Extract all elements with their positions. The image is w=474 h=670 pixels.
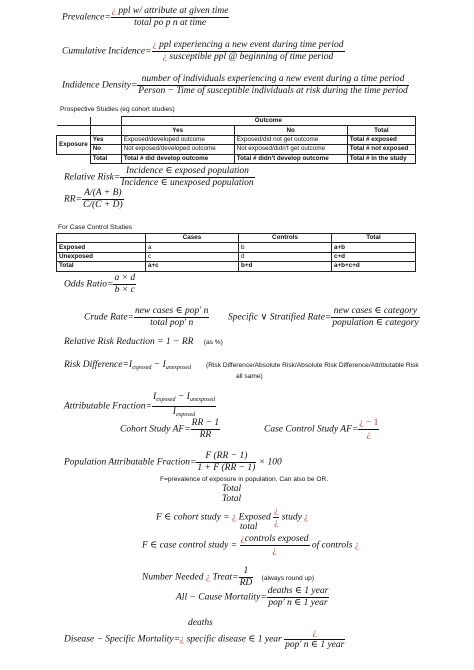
table-cell: Total # exposed xyxy=(347,135,415,144)
odds-ratio-denominator: b × c xyxy=(114,285,135,295)
table-cell: a xyxy=(146,243,239,252)
empty-cell xyxy=(57,126,91,135)
col-cases-header: Cases xyxy=(146,234,239,243)
col-yes-header: Yes xyxy=(121,126,234,135)
cohort-af-numerator: RR − 1 xyxy=(191,418,220,428)
equals-sign: = xyxy=(107,279,114,290)
equals-sign: = xyxy=(130,80,138,91)
relative-risk-denominator: Incidence ∈ unexposed population xyxy=(121,178,254,188)
table-cell: b+d xyxy=(239,262,332,271)
dsm-formula xyxy=(64,628,345,651)
empty-cell xyxy=(90,117,121,126)
equals-sign: = xyxy=(184,424,191,435)
f-cohort-top-2: Total xyxy=(222,494,242,504)
exposure-label: Exposure xyxy=(57,135,91,154)
row-label: Yes xyxy=(90,135,121,144)
unknown-glyph: ¿ xyxy=(274,518,279,528)
incidence-symbol: I xyxy=(186,392,190,402)
table-row xyxy=(57,262,416,271)
subscript-unexposed: unexposed xyxy=(189,397,216,403)
prospective-heading: Prospective Studies (eg cohort studies) xyxy=(60,106,175,113)
f-cohort-formula xyxy=(156,506,308,529)
relative-risk-label: Relative Risk xyxy=(64,172,114,183)
table-row xyxy=(57,252,416,261)
empty-cell xyxy=(57,154,91,163)
prevalence-fraction xyxy=(111,6,230,29)
col-no-header: No xyxy=(234,126,347,135)
subscript-exposed: exposed xyxy=(175,412,196,418)
specific-rate-denominator: population ∈ category xyxy=(332,318,419,328)
cc-af-denominator: ¿ xyxy=(366,430,371,440)
equals-sign: = xyxy=(324,312,332,323)
incidence-density-formula xyxy=(62,74,409,97)
nnt-denominator: RD xyxy=(239,578,253,588)
table-row xyxy=(57,145,416,154)
col-total-header: Total xyxy=(332,234,416,243)
unknown-glyph: ¿ xyxy=(274,506,279,516)
table-cell: a+b+c+d xyxy=(332,262,416,271)
outcome-header: Outcome xyxy=(121,117,415,126)
paf-label: Population Attributable Fraction xyxy=(64,457,190,468)
cohort-af-fraction xyxy=(191,418,221,441)
casecontrol-table xyxy=(56,233,416,272)
table-cell: b xyxy=(239,243,332,252)
f-cc-fraction xyxy=(240,534,310,557)
acm-denominator: pop' n ∈ 1 year xyxy=(268,598,328,608)
unknown-glyph: ¿ xyxy=(162,52,167,62)
table-cell: a+b xyxy=(332,243,416,252)
equals-sign: = xyxy=(260,592,267,603)
cumulative-numerator: ppl experiencing a new event during time period xyxy=(159,40,344,50)
prevalence-label: Prevalence xyxy=(62,12,105,23)
prevalence-denominator: total po p n at time xyxy=(134,18,207,28)
af-numerator xyxy=(152,392,216,407)
crude-rate-formula xyxy=(84,306,209,329)
dsm-fraction xyxy=(284,628,345,651)
empty-cell xyxy=(57,234,146,243)
table-cell: Total # in the study xyxy=(347,154,415,163)
dsm-denominator: pop' n ∈ 1 year xyxy=(285,640,345,650)
equals-sign: = xyxy=(113,172,121,183)
empty-cell xyxy=(90,126,121,135)
f-cohort-exposed: Exposed xyxy=(236,512,274,523)
equals-sign: = xyxy=(75,194,83,205)
odds-ratio-fraction xyxy=(113,273,136,296)
table-row xyxy=(57,135,416,144)
row-label: Total xyxy=(57,262,146,271)
acm-fraction xyxy=(267,586,330,609)
f-cohort-text: F ∈ cohort study = xyxy=(156,512,232,523)
row-label: Unexposed xyxy=(57,252,146,261)
unknown-glyph: ¿ xyxy=(304,512,309,523)
unknown-glyph: ¿ xyxy=(240,534,245,544)
paf-denominator: 1 + F (RR − 1) xyxy=(197,463,256,473)
empty-cell xyxy=(57,117,91,126)
f-cohort-study: study xyxy=(279,512,305,523)
risk-difference-note-1: (Risk Difference/Absolute Risk/Absolute Risk Difference/Attributable Risk xyxy=(206,362,419,369)
rr-numerator: A/(A + B) xyxy=(82,188,124,200)
cc-af-fraction xyxy=(358,418,379,441)
af-label: Attributable Fraction xyxy=(64,401,146,412)
row-label: Exposed xyxy=(57,243,146,252)
odds-ratio-numerator: a × d xyxy=(114,273,136,283)
odds-ratio-label: Odds Ratio xyxy=(64,279,108,290)
unknown-glyph: ¿ xyxy=(354,540,360,551)
table-cell: Exposed/did not get outcome xyxy=(234,135,347,144)
table-cell: Total # did develop outcome xyxy=(121,154,234,163)
table-cell: Total # didn't develop outcome xyxy=(234,154,347,163)
table-cell: d xyxy=(239,252,332,261)
risk-difference-note-2: all same) xyxy=(236,373,263,380)
unknown-glyph: ¿ xyxy=(180,634,185,645)
equals-sign: = xyxy=(122,360,129,370)
subscript-exposed: exposed xyxy=(132,365,152,371)
prospective-table xyxy=(56,116,416,164)
unknown-glyph: ¿ xyxy=(272,546,277,556)
rr-fraction xyxy=(82,188,124,211)
subscript-exposed: exposed xyxy=(156,397,176,403)
equals-sign: = xyxy=(173,634,180,645)
col-total-header: Total xyxy=(347,126,415,135)
minus-sign: − xyxy=(175,392,187,402)
f-cc-text: F ∈ case control study = xyxy=(142,540,240,551)
nnt-note: (always round up) xyxy=(261,574,315,582)
cohort-af-label: Cohort Study AF xyxy=(120,424,185,435)
cc-af-formula xyxy=(264,418,379,441)
relative-risk-fraction xyxy=(120,166,254,189)
nnt-numerator: 1 xyxy=(239,566,254,578)
subscript-unexposed: unexposed xyxy=(165,365,192,371)
cumulative-incidence-formula xyxy=(62,40,345,63)
density-label: Indidence Density xyxy=(62,80,131,91)
f-cc-numerator-text: controls exposed xyxy=(244,534,309,544)
unknown-glyph: ¿ xyxy=(152,40,157,50)
dsm-label: Disease − Specific Mortality xyxy=(64,634,174,645)
equals-sign: = xyxy=(104,12,111,23)
specific-rate-formula xyxy=(228,306,420,329)
cumulative-denominator: susceptible ppl @ beginning of time period xyxy=(169,52,334,62)
table-row xyxy=(57,126,416,135)
af-fraction xyxy=(152,392,216,421)
f-cc-numerator xyxy=(240,534,310,546)
unknown-glyph: ¿ xyxy=(205,572,211,583)
risk-difference-formula xyxy=(64,360,191,371)
equals-sign: = xyxy=(232,572,239,583)
f-cohort-top-1: Total xyxy=(222,484,242,494)
crude-rate-denominator: total pop' n xyxy=(150,318,194,328)
rr-formula xyxy=(64,188,124,211)
incidence-symbol: I xyxy=(128,360,133,370)
cc-af-label: Case Control Study AF xyxy=(264,424,352,435)
dsm-top: deaths xyxy=(188,618,213,628)
relative-risk-formula xyxy=(64,166,255,189)
incidence-symbol: I xyxy=(152,392,157,402)
cumulative-fraction xyxy=(152,40,345,63)
table-row xyxy=(57,117,416,126)
density-fraction xyxy=(137,74,409,97)
paf-fraction xyxy=(196,451,256,474)
cumulative-label: Cumulative Incidence xyxy=(62,46,146,57)
row-label: No xyxy=(90,145,121,154)
equals-sign: = xyxy=(189,457,197,468)
equals-sign: = xyxy=(145,401,152,412)
table-row xyxy=(57,154,416,163)
acm-label: All − Cause Mortality xyxy=(176,592,261,603)
f-cc-top: total xyxy=(240,522,258,532)
table-cell: Not exposed/didn't get outcome xyxy=(234,145,347,154)
specific-rate-numerator: new cases ∈ category xyxy=(331,306,419,318)
crude-rate-fraction xyxy=(134,306,209,329)
unknown-glyph: ¿ xyxy=(284,628,345,640)
cc-af-numerator: ¿ − 1 xyxy=(359,418,379,428)
odds-ratio-formula xyxy=(64,273,136,296)
density-denominator: Person − Time of susceptible individuals at risk during the time period xyxy=(138,86,408,96)
casecontrol-heading: For Case Control Studies xyxy=(58,224,133,231)
f-cc-formula xyxy=(142,534,359,557)
density-numerator: number of individuals experiencing a new event during a time period xyxy=(137,74,409,86)
rr-label: RR xyxy=(64,194,76,205)
rr-denominator: C/(C + D) xyxy=(83,200,123,210)
rrr-text: Relative Risk Reduction = 1 − RR xyxy=(64,337,194,347)
table-cell: c+d xyxy=(332,252,416,261)
prevalence-numerator: ppl w/ attribute at given time xyxy=(118,6,229,16)
relative-risk-numerator: Incidence ∈ exposed population xyxy=(120,166,254,178)
risk-difference-label: Risk Difference xyxy=(64,360,123,370)
equals-sign: = xyxy=(145,46,152,57)
paf-times: × 100 xyxy=(258,457,282,468)
dsm-middle: specific disease ∈ 1 year xyxy=(184,634,285,645)
paf-numerator: F (RR − 1) xyxy=(196,451,256,463)
table-cell: Not exposed/developed outcome xyxy=(121,145,234,154)
acm-formula xyxy=(176,586,329,609)
cohort-af-denominator: RR xyxy=(199,430,212,440)
incidence-symbol: I xyxy=(172,407,176,417)
nnt-label-2: Treat xyxy=(210,572,233,583)
crude-rate-label: Crude Rate xyxy=(84,312,128,323)
rrr-note: (as %) xyxy=(203,339,223,346)
table-row xyxy=(57,243,416,252)
acm-numerator: deaths ∈ 1 year xyxy=(267,586,329,596)
table-cell: Exposed/developed outcome xyxy=(121,135,234,144)
nnt-label: Number Needed xyxy=(142,572,204,583)
f-cc-of-controls: of controls xyxy=(309,540,355,551)
specific-rate-fraction xyxy=(331,306,419,329)
table-cell: Total # not exposed xyxy=(347,145,415,154)
paf-formula xyxy=(64,451,282,474)
unknown-glyph: ¿ xyxy=(111,6,117,16)
unknown-glyph: ¿ xyxy=(231,512,237,523)
prevalence-formula xyxy=(62,6,229,29)
table-row xyxy=(57,234,416,243)
cohort-af-formula xyxy=(120,418,220,441)
rrr-formula xyxy=(64,337,223,347)
f-note: F=prevalence of exposure in population. Can also be OR. xyxy=(160,476,329,483)
crude-rate-numerator: new cases ∈ pop' n xyxy=(134,306,209,316)
table-cell: a+c xyxy=(146,262,239,271)
col-controls-header: Controls xyxy=(239,234,332,243)
row-label: Total xyxy=(90,154,121,163)
table-cell: c xyxy=(146,252,239,261)
equals-sign: = xyxy=(351,424,359,435)
attributable-fraction-formula xyxy=(64,392,216,421)
equals-sign: = xyxy=(127,312,134,323)
specific-rate-label: Specific ∨ Stratified Rate xyxy=(228,312,325,323)
minus-sign: − xyxy=(151,360,163,370)
incidence-symbol: I xyxy=(162,360,166,370)
